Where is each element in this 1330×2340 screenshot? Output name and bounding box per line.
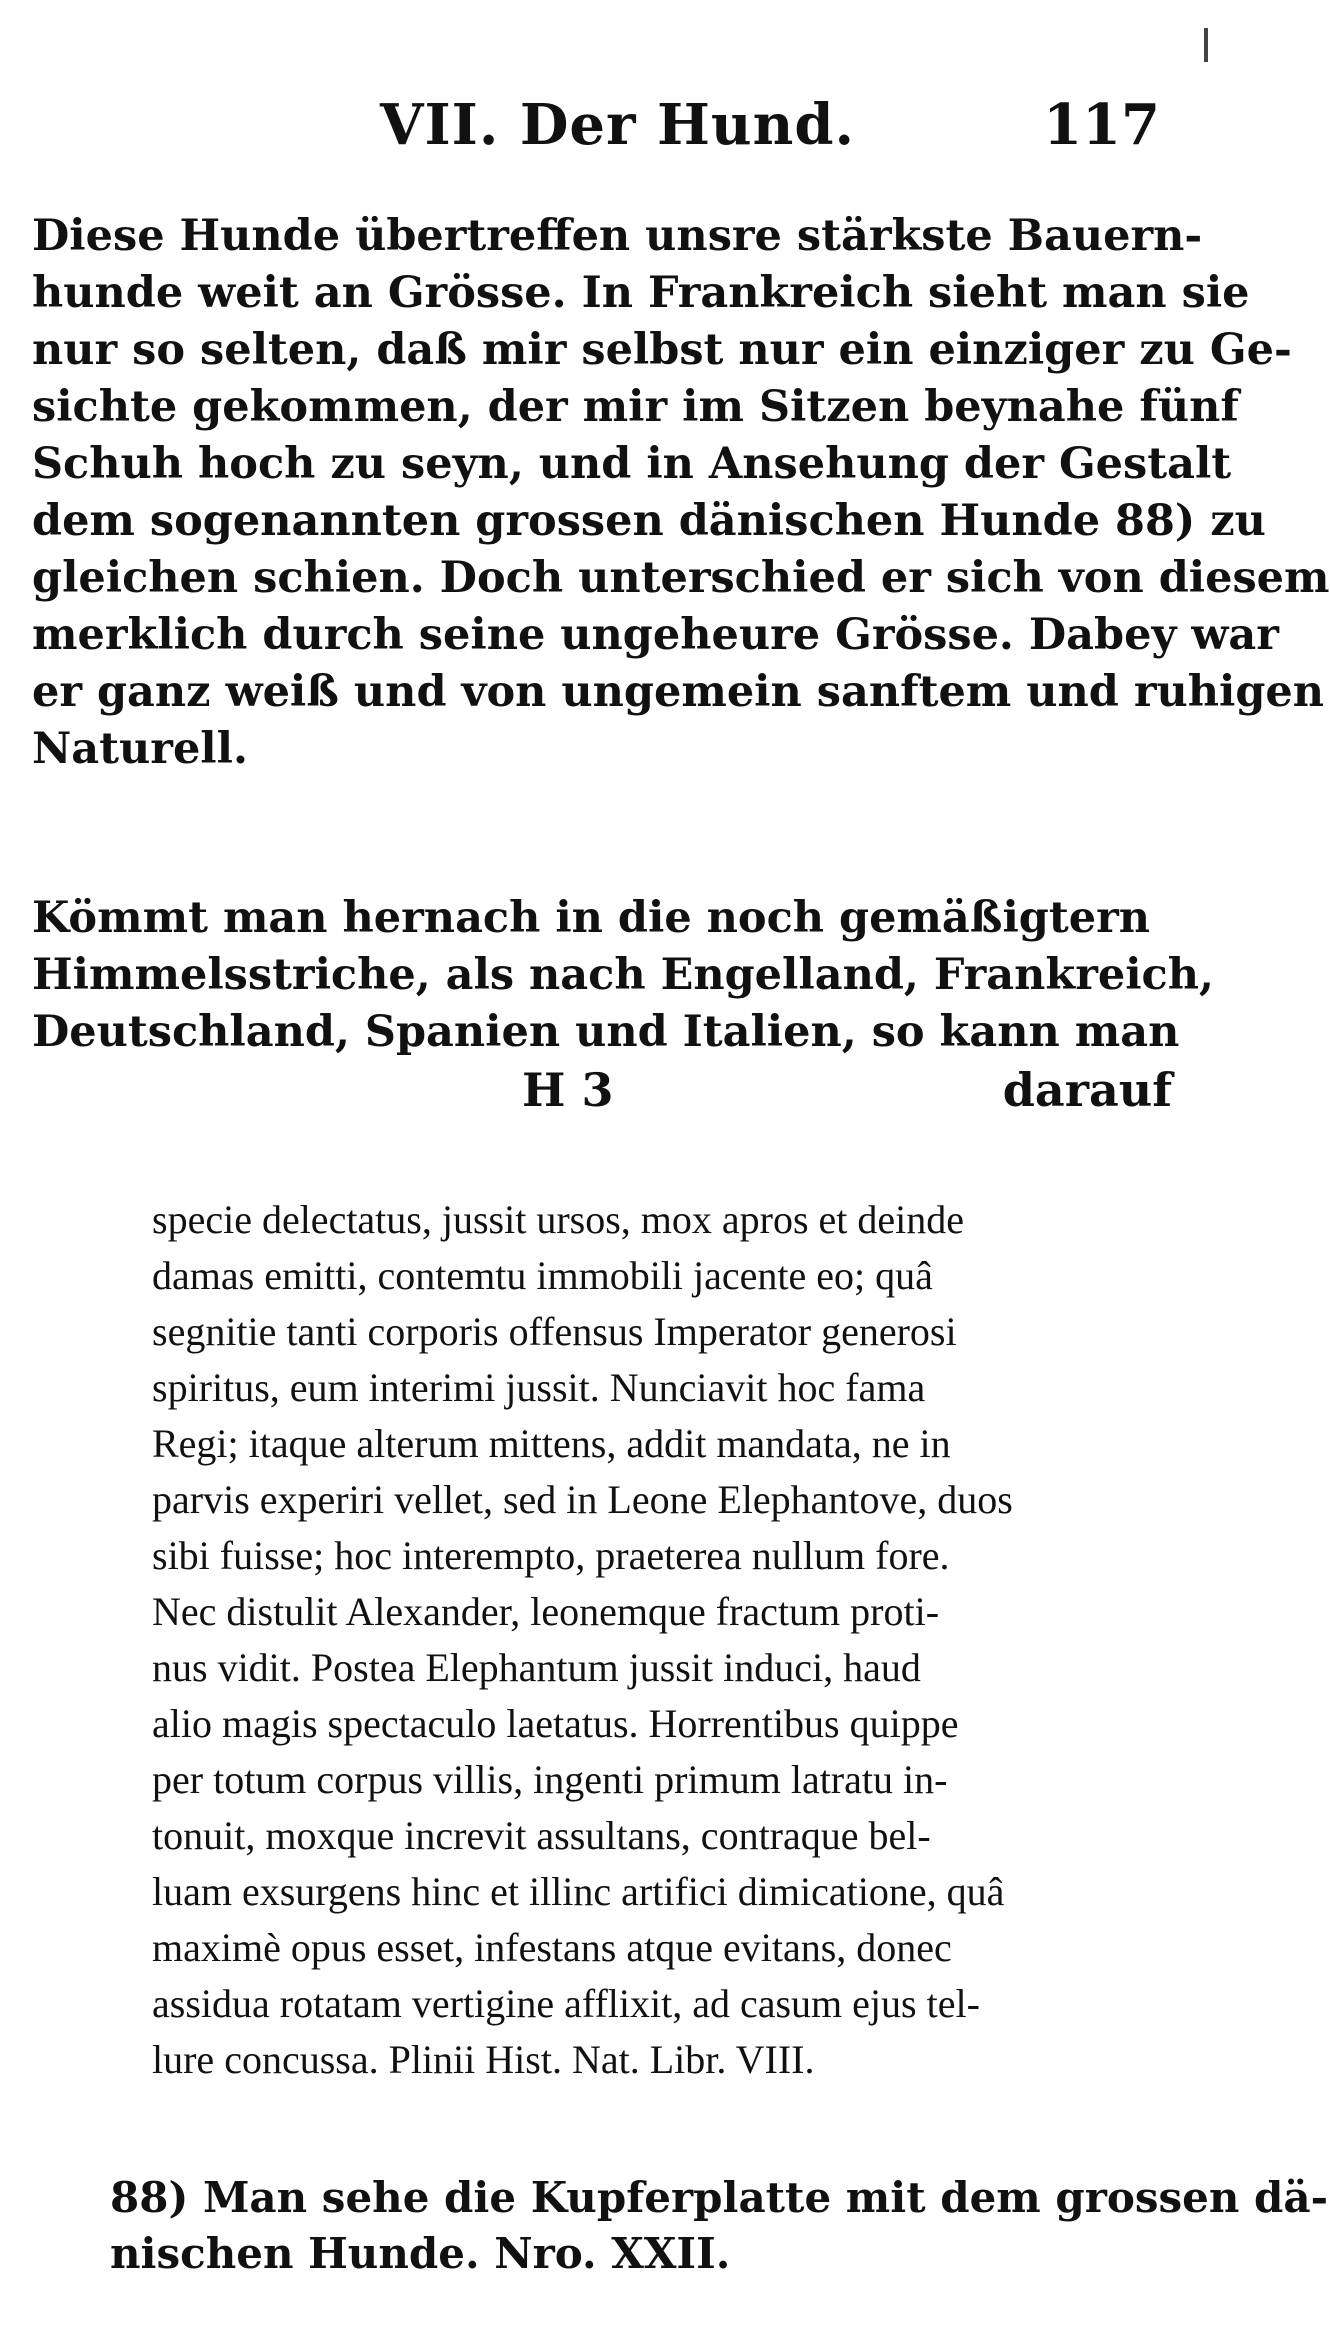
note-line: per totum corpus villis, ingenti primum latratu in- [152, 1757, 948, 1802]
text-line: Kömmt man hernach in die noch gemäßigtern [32, 893, 1150, 943]
note-line: Nec distulit Alexander, leonemque fractum proti- [152, 1589, 940, 1634]
text-line: Naturell. [32, 724, 248, 774]
text-line: sichte gekommen, der mir im Sitzen beynahe fünf [32, 382, 1239, 432]
text-line: gleichen schien. Doch unterschied er sich von diesem [32, 553, 1330, 603]
text-line: merklich durch seine ungeheure Grösse. Dabey war [32, 610, 1279, 660]
text-line: hunde weit an Grösse. In Frankreich sieht man sie [32, 268, 1250, 318]
footnote-88 [110, 2170, 1329, 2282]
paragraph-2 [32, 890, 1214, 1061]
note-line: luam exsurgens hinc et illinc artifici dimicatione, quâ [152, 1869, 1005, 1914]
note-line: sibi fuisse; hoc interempto, praeterea nullum fore. [152, 1533, 950, 1578]
signature-mark: H 3 [522, 1063, 614, 1117]
footnote-line: 88) Man sehe die Kupferplatte mit dem grossen dä- [110, 2173, 1329, 2222]
note-line: damas emitti, contemtu immobili jacente eo; quâ [152, 1253, 933, 1298]
text-line: er ganz weiß und von ungemein sanftem und ruhigen [32, 667, 1325, 717]
latin-note [152, 1192, 1172, 2088]
note-line: alio magis spectaculo laetatus. Horrentibus quippe [152, 1701, 959, 1746]
text-line: nur so selten, daß mir selbst nur ein einziger zu Ge- [32, 325, 1292, 375]
running-head: VII. Der Hund. [380, 92, 856, 158]
note-line: Regi; itaque alterum mittens, addit mandata, ne in [152, 1421, 951, 1466]
text-line: Deutschland, Spanien und Italien, so kann man [32, 1007, 1180, 1057]
text-line: Schuh hoch zu seyn, und in Ansehung der Gestalt [32, 439, 1232, 489]
note-line: assidua rotatam vertigine afflixit, ad casum ejus tel- [152, 1981, 980, 2026]
note-line: segnitie tanti corporis offensus Imperator generosi [152, 1309, 957, 1354]
page-header [380, 92, 1160, 162]
signature-row [32, 1063, 1172, 1129]
note-line: spiritus, eum interimi jussit. Nunciavit hoc fama [152, 1365, 926, 1410]
note-line: maximè opus esset, infestans atque evitans, donec [152, 1925, 952, 1970]
note-line: nus vidit. Postea Elephantum jussit induci, haud [152, 1645, 921, 1690]
text-line: Himmelsstriche, als nach Engelland, Frankreich, [32, 950, 1214, 1000]
note-line: lure concussa. Plinii Hist. Nat. Libr. VIII. [152, 2037, 815, 2082]
text-line: Diese Hunde übertreffen unsre stärkste Bauern- [32, 211, 1203, 261]
paragraph-1 [32, 208, 1330, 778]
footnote-line: nischen Hunde. Nro. XXII. [110, 2229, 731, 2278]
note-line: parvis experiri vellet, sed in Leone Elephantove, duos [152, 1477, 1013, 1522]
note-line: specie delectatus, jussit ursos, mox apros et deinde [152, 1197, 965, 1242]
page-edge-mark [1204, 28, 1208, 62]
page-number: 117 [1043, 92, 1160, 158]
text-line: dem sogenannten grossen dänischen Hunde 88) zu [32, 496, 1266, 546]
catchword: darauf [1002, 1063, 1172, 1117]
note-line: tonuit, moxque increvit assultans, contraque bel- [152, 1813, 931, 1858]
